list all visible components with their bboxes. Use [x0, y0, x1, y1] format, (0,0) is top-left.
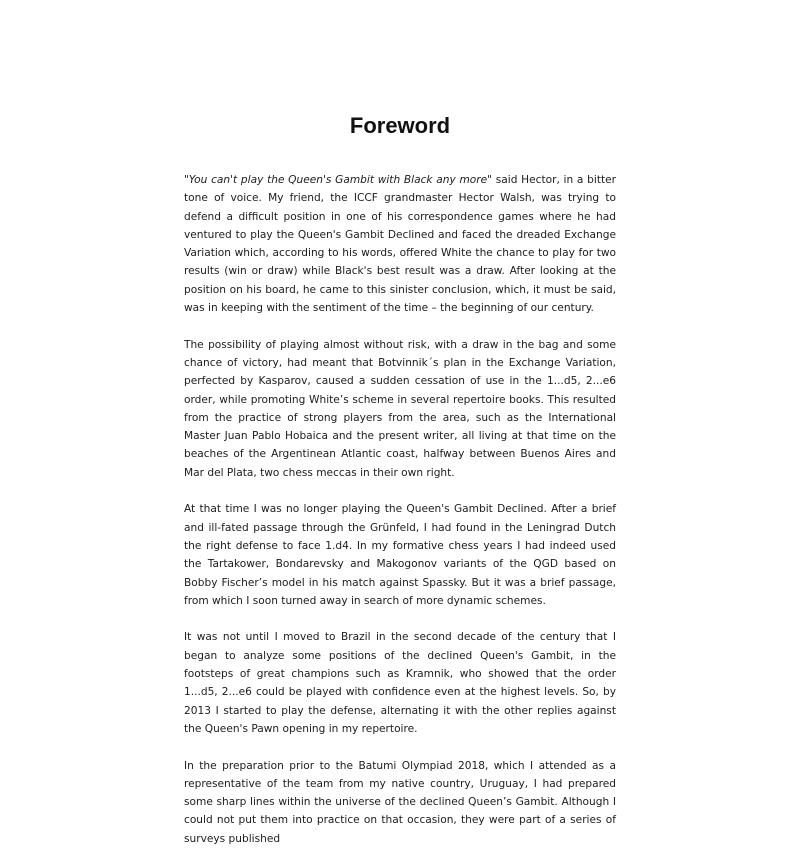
paragraph-4: It was not until I moved to Brazil in the second decade of the century that I began to analyze some positions of the declined Queen's Gambit, in the footsteps of great champions such as Kramnik, who showed that the order 1...d5, 2...e6 could be played with confidence even at the highest levels. So, by 2013 I started to play the defense, alternating it with the other replies against the Queen's Pawn opening in my repertoire. — [184, 631, 616, 735]
paragraph-3: At that time I was no longer playing the Queen's Gambit Declined. After a brief and ill-fated passage through the Grünfeld, I had found in the Leningrad Dutch the right defense to face 1.d4. In my formative chess years I had indeed used the Tartakower, Bondarevsky and Makogonov variants of the QGD based on Bobby Fischer’s model in his match against Spassky. But it was a brief passage, from which I soon turned away in search of more dynamic schemes. — [184, 503, 616, 607]
foreword-body — [184, 171, 616, 848]
paragraph-1: "You can't play the Queen's Gambit with Black any more" said Hector, in a bitter tone of voice. My friend, the ICCF grandmaster Hector Walsh, was trying to defend a difficult position in one of his correspondence games where he had ventured to play the Queen's Gambit Declined and faced the dreaded Exchange Variation which, according to his words, offered White the chance to play for two results (win or draw) while Black's best result was a draw. After looking at the position on his board, he came to this sinister conclusion, which, it must be said, was in keeping with the sentiment of the time – the beginning of our century. — [184, 174, 616, 315]
paragraph-5: In the preparation prior to the Batumi Olympiad 2018, which I attended as a representative of the team from my native country, Uruguay, I had prepared some sharp lines within the universe of the declined Queen’s Gambit. Although I could not put them into practice on that occasion, they were part of a series of surveys published — [184, 759, 616, 845]
paragraph-1-text: said Hector, in a bitter tone of voice. My friend, the ICCF grandmaster Hector Walsh, was trying to defend a difficult position in one of his correspondence games where he had ventured to play the Queen's Gambit Declined and faced the dreaded Exchange Variation which, according to his words, offered White the chance to play for two results (win or draw) while Black's best result was a draw. After looking at the position on his board, he came to this sinister conclusion, which, it must be said, was in keeping with the sentiment of the time – the beginning of our century. — [184, 174, 616, 315]
paragraph-2: The possibility of playing almost without risk, with a draw in the bag and some chance of victory, had meant that Botvinnik´s plan in the Exchange Variation, perfected by Kasparov, caused a sudden cessation of use in the 1...d5, 2...e6 order, while promoting White’s scheme in several repertoire books. This resulted from the practice of strong players from the area, such as the International Master Juan Pablo Hobaica and the present writer, all living at that time on the beaches of the Argentinean Atlantic coast, halfway between Buenos Aires and Mar del Plata, two chess meccas in their own right. — [184, 338, 616, 479]
hector-quote: You can't play the Queen's Gambit with Black any more — [188, 174, 488, 186]
page-title: Foreword — [349, 113, 451, 138]
